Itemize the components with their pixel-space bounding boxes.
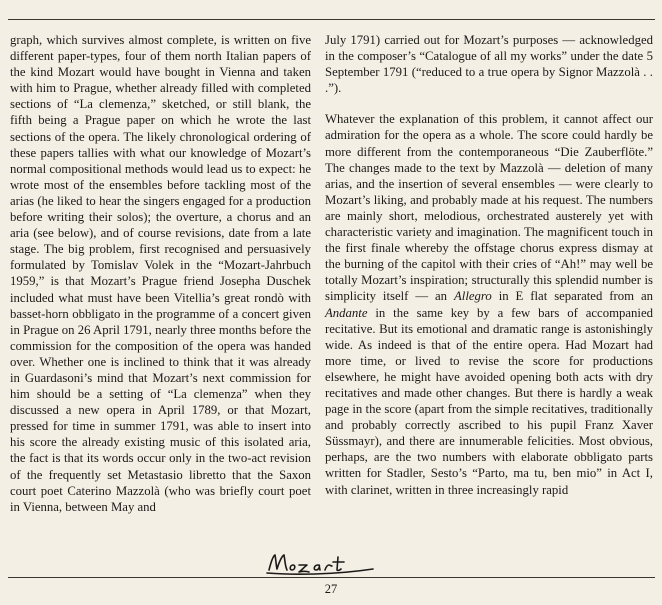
left-paragraph: graph, which survives almost complete, is written on five different paper-types, four of them north Italian papers of the kind Mozart would have bought in Vienna and taken with him to Prague, whether already filled with completed sections of “La clemenza,” sketched, or still blank, the fifth being a Prague paper on which he wrote the last sections of the opera. The likely chronological ordering of these papers tallies with what our knowledge of Mozart’s normal compositional methods would lead us to expect: he wrote most of the ensembles before tackling most of the arias (he liked to hear the singers engaged for a production before writing their solos); the overture, a chorus and an aria (see below), and of course revisions, date from a late stage. The big problem, first recognised and persuasively formulated by Tomislav Volek in the “Mozart-Jahrbuch 1959,” is that Mozart’s Prague friend Josepha Duschek included what must have been Vitellia’s great rondò with basset-horn obbligato in the programme of a concert given in Prague on 26 April 1791, nearly three months before the commission for the composition of the opera was handed over. Whether one is inclined to think that it was already in Guardasoni’s mind that Mozart’s next commission for him should be a setting of “La clemenza” when they discussed a new opera in April 1789, or that Mozart, pressed for time in summer 1791, was able to insert into his score the already existing music of this isolated aria, the fact is that its words occur only in the two-act revision of the frequently set Metastasio libretto that the Saxon court poet Caterino Mazzolà (who was briefly court poet in Vienna, between May and	[10, 33, 311, 514]
page-number: 27	[324, 582, 338, 596]
right-paragraph-1: July 1791) carried out for Mozart’s purposes — acknowledged in the composer’s “Catalogue of all my works” under the date 5 September 1791 (“reduced to a true opera by Signor Mazzolà . . .”).	[325, 33, 653, 96]
paragraph-2-part-1: Whatever the explanation of this problem, it cannot affect our admiration for the opera as a whole. The score could hardly be more different from the contemporaneous “Die Zauberflöte.” The changes made to the text by Mazzolà — deletion of many arias, and the insertion of several ensembles — were clearly to Mozart’s liking, and probably made at his request. The numbers are mainly short, melodious, orchestrated austerely yet with characteristic variety and imagination. The magnificent touch in the first finale whereby the offstage chorus express dismay at the burning of the capitol with their cries of “Ah!” may well be totally Mozart’s inspiration; structurally this splendid number is simplicity itself — an	[325, 112, 653, 304]
allegro-term: Allegro	[454, 289, 492, 304]
right-paragraph-2	[325, 111, 653, 497]
left-column	[10, 32, 311, 515]
paragraph-2-part-3: in the same key by a few bars of accompanied recitative. But its emotional and dramatic range is astonishingly wide. As indeed is that of the entire opera. Had Mozart had more time, or lived to revise the score for productions elsewhere, he might have avoided opening both acts with dry recitatives and made other changes. But there is hardly a weak page in the score (apart from the simple recitatives, traditionally and probably correctly ascribed to his pupil Franz Xaver Süssmayr), and there are innumerable felicities. Most obvious, perhaps, are the two numbers with elaborate obbligato parts written for Stadler, Sesto’s “Parto, ma tu, ben mio” in Act I, with clarinet, written in three increasingly rapid	[325, 305, 653, 497]
mozart-signature	[263, 548, 383, 578]
paragraph-2-part-2: in E flat separated from an	[491, 289, 653, 304]
top-rule	[8, 19, 655, 20]
andante-term: Andante	[325, 305, 368, 320]
right-column	[325, 32, 653, 498]
bottom-rule	[8, 577, 655, 578]
